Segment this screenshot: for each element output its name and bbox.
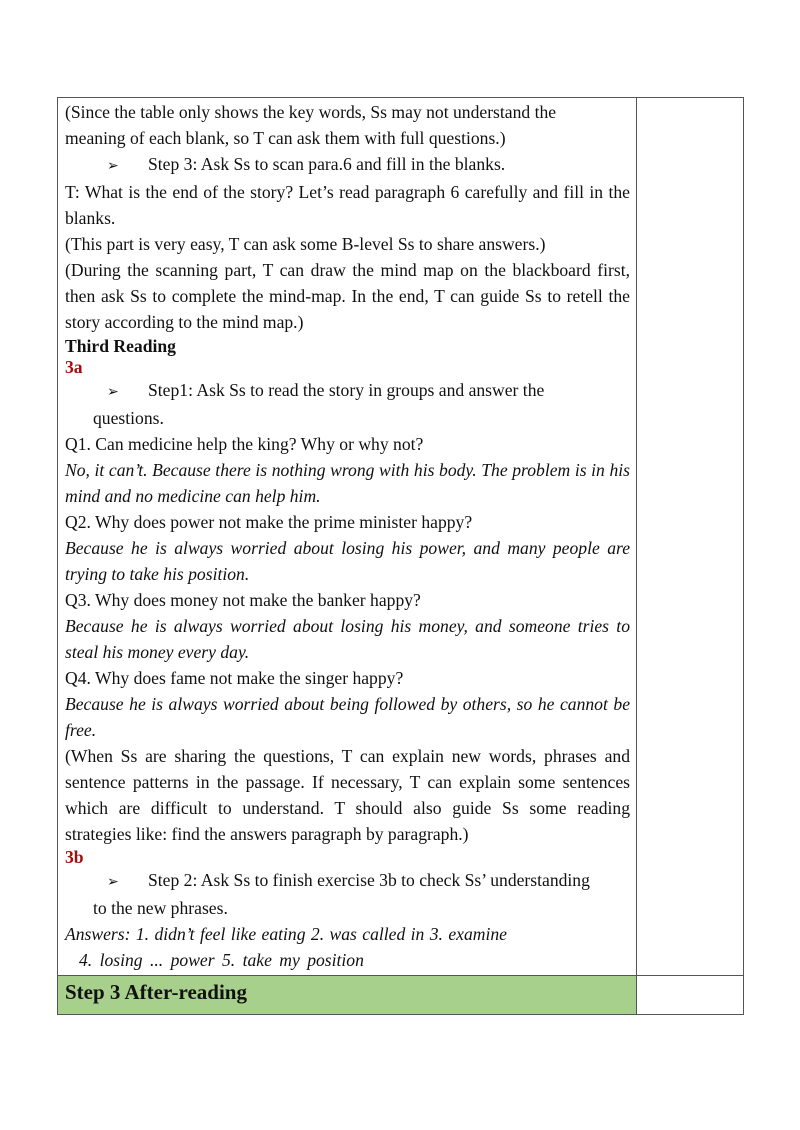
note-easy: (This part is very easy, T can ask some B-level Ss to share answers.) <box>65 234 546 254</box>
question-1: Q1. Can medicine help the king? Why or why not? <box>65 434 424 454</box>
side-cell <box>637 98 744 976</box>
arrow-bullet-icon: ➢ <box>107 874 119 890</box>
step2-text: Step 2: Ask Ss to finish exercise 3b to check Ss’ understanding <box>148 870 590 890</box>
note-mindmap: (During the scanning part, T can draw the mind map on the blackboard first, then ask Ss to complete the mind-map. In the end, T can guide Ss to retell the story according to the mind map.) <box>65 260 630 332</box>
arrow-bullet-icon: ➢ <box>107 384 119 400</box>
answer-3: Because he is always worried about losing his money, and someone tries to steal his money every day. <box>65 616 630 662</box>
side-cell-after <box>637 976 744 1015</box>
third-reading-heading: Third Reading <box>65 336 176 356</box>
answer-2: Because he is always worried about losing his power, and many people are trying to take his position. <box>65 538 630 584</box>
step1-continuation: questions. <box>93 408 164 428</box>
after-reading-cell <box>58 976 637 1015</box>
answers-line-1: Answers: 1. didn’t feel like eating 2. was called in 3. examine <box>65 924 507 944</box>
question-2: Q2. Why does power not make the prime minister happy? <box>65 512 473 532</box>
step2-item <box>65 867 630 895</box>
label-3b: 3b <box>65 847 84 867</box>
step2-continuation: to the new phrases. <box>93 898 228 918</box>
answer-4: Because he is always worried about being followed by others, so he cannot be free. <box>65 694 630 740</box>
answer-1: No, it can’t. Because there is nothing wrong with his body. The problem is in his mind and no medicine can help him. <box>65 460 630 506</box>
after-reading-row <box>58 976 744 1015</box>
content-row <box>58 98 744 976</box>
label-3a: 3a <box>65 357 83 377</box>
answers-line-2: 4. losing ... power 5. take my position <box>79 950 364 970</box>
note-key-words-line1: (Since the table only shows the key words, Ss may not understand the <box>65 102 557 122</box>
main-cell <box>58 98 637 976</box>
step1-item <box>65 377 630 405</box>
step3-text: Step 3: Ask Ss to scan para.6 and fill in the blanks. <box>148 154 506 174</box>
teacher-question: T: What is the end of the story? Let’s read paragraph 6 carefully and fill in the blanks. <box>65 182 630 228</box>
question-4: Q4. Why does fame not make the singer happy? <box>65 668 404 688</box>
note-key-words-line2: meaning of each blank, so T can ask them with full questions.) <box>65 128 506 148</box>
arrow-bullet-icon: ➢ <box>107 158 119 174</box>
step1-text: Step1: Ask Ss to read the story in groups and answer the <box>148 380 545 400</box>
lesson-plan-table <box>57 97 744 1015</box>
note-sharing: (When Ss are sharing the questions, T can explain new words, phrases and sentence patterns in the passage. If necessary, T can explain some sentences which are difficult to understand. T should also guide Ss some reading strategies like: find the answers paragraph by paragraph.) <box>65 746 630 844</box>
question-3: Q3. Why does money not make the banker happy? <box>65 590 421 610</box>
after-reading-heading: Step 3 After-reading <box>65 980 247 1004</box>
main-cell-content <box>58 98 636 975</box>
step3-item <box>65 151 630 179</box>
